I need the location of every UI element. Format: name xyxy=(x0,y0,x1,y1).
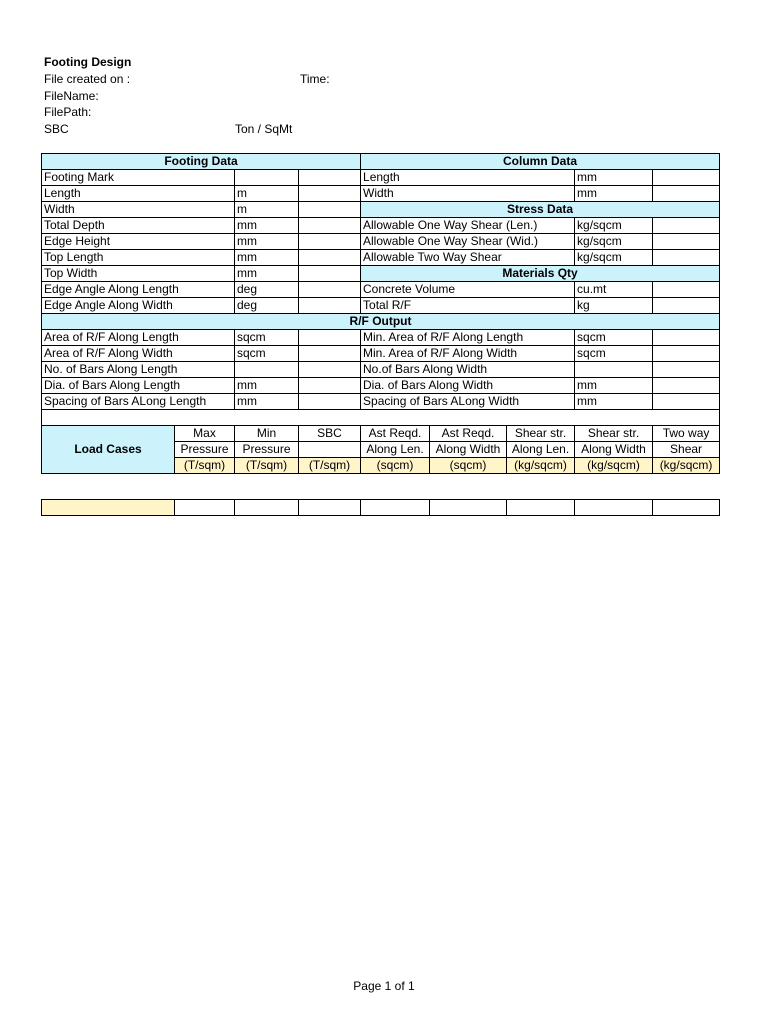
rf-left-label: No. of Bars Along Length xyxy=(42,362,235,378)
column-label: Width xyxy=(361,186,575,202)
rf-right-unit: mm xyxy=(575,394,653,410)
footing-unit: deg xyxy=(235,282,299,298)
filepath-label: FilePath: xyxy=(44,105,92,119)
load-case-value-cell[interactable] xyxy=(299,500,361,516)
table-row xyxy=(42,266,720,282)
sbc-unit: Ton / SqMt xyxy=(235,122,293,136)
column-value-cell[interactable] xyxy=(653,170,720,186)
materials-label: Total R/F xyxy=(361,298,575,314)
load-col-header: Ast Reqd. xyxy=(361,426,430,442)
load-case-row xyxy=(42,500,720,516)
table-row xyxy=(42,298,720,314)
footing-value-cell[interactable] xyxy=(299,234,361,250)
rf-right-label: Min. Area of R/F Along Length xyxy=(361,330,575,346)
blank-row xyxy=(42,410,720,426)
sbc-label: SBC xyxy=(44,122,69,136)
footing-value-cell[interactable] xyxy=(299,250,361,266)
load-col-header: Pressure xyxy=(235,442,299,458)
rf-right-value-cell[interactable] xyxy=(653,394,720,410)
load-case-value-cell[interactable] xyxy=(235,500,299,516)
footing-unit: m xyxy=(235,186,299,202)
column-value-cell[interactable] xyxy=(653,186,720,202)
load-col-unit: (T/sqm) xyxy=(175,458,235,474)
column-unit: mm xyxy=(575,186,653,202)
time-label: Time: xyxy=(300,72,330,86)
rf-left-label: Dia. of Bars Along Length xyxy=(42,378,235,394)
footing-value-cell[interactable] xyxy=(299,202,361,218)
footing-unit: mm xyxy=(235,266,299,282)
footing-label: Edge Height xyxy=(42,234,235,250)
page-number: Page 1 of 1 xyxy=(353,979,415,993)
stress-value-cell[interactable] xyxy=(653,218,720,234)
load-col-header: Shear str. xyxy=(575,426,653,442)
rf-left-unit: sqcm xyxy=(235,346,299,362)
rf-left-label: Area of R/F Along Length xyxy=(42,330,235,346)
load-case-name-cell[interactable] xyxy=(42,500,175,516)
footing-value-cell[interactable] xyxy=(299,282,361,298)
table-row xyxy=(42,346,720,362)
load-cases-row-1 xyxy=(42,426,720,442)
page-title: Footing Design xyxy=(44,55,132,69)
load-case-value-cell[interactable] xyxy=(653,500,720,516)
footing-value-cell[interactable] xyxy=(299,266,361,282)
table-row xyxy=(42,186,720,202)
load-col-header: Two way xyxy=(653,426,720,442)
rf-output-header: R/F Output xyxy=(42,314,720,330)
footing-label: Total Depth xyxy=(42,218,235,234)
rf-right-value-cell[interactable] xyxy=(653,346,720,362)
filename-label: FileName: xyxy=(44,89,99,103)
load-col-header xyxy=(299,442,361,458)
load-col-header: Along Len. xyxy=(361,442,430,458)
load-col-header: Along Len. xyxy=(507,442,575,458)
load-case-value-cell[interactable] xyxy=(575,500,653,516)
footing-unit: m xyxy=(235,202,299,218)
rf-right-value-cell[interactable] xyxy=(653,330,720,346)
materials-value-cell[interactable] xyxy=(653,298,720,314)
load-case-data-table xyxy=(41,499,720,516)
footing-unit: mm xyxy=(235,250,299,266)
table-row xyxy=(42,250,720,266)
column-data-header: Column Data xyxy=(361,154,720,170)
load-cases-label: Load Cases xyxy=(42,426,175,474)
footing-unit: mm xyxy=(235,234,299,250)
rf-left-unit: sqcm xyxy=(235,330,299,346)
load-case-value-cell[interactable] xyxy=(361,500,430,516)
table-row xyxy=(42,234,720,250)
load-case-value-cell[interactable] xyxy=(430,500,507,516)
file-created-label: File created on : xyxy=(44,72,131,86)
rf-left-label: Area of R/F Along Width xyxy=(42,346,235,362)
footing-data-header: Footing Data xyxy=(42,154,361,170)
footing-unit: mm xyxy=(235,218,299,234)
rf-right-value-cell[interactable] xyxy=(653,362,720,378)
section-header-row xyxy=(42,154,720,170)
rf-right-unit xyxy=(575,362,653,378)
load-col-unit: (sqcm) xyxy=(430,458,507,474)
footing-label: Edge Angle Along Width xyxy=(42,298,235,314)
load-col-header: Min xyxy=(235,426,299,442)
load-col-unit: (kg/sqcm) xyxy=(507,458,575,474)
rf-left-value-cell[interactable] xyxy=(299,378,361,394)
load-col-unit: (kg/sqcm) xyxy=(653,458,720,474)
rf-right-value-cell[interactable] xyxy=(653,378,720,394)
stress-data-header: Stress Data xyxy=(361,202,720,218)
load-col-header: Max xyxy=(175,426,235,442)
stress-label: Allowable Two Way Shear xyxy=(361,250,575,266)
materials-unit: cu.mt xyxy=(575,282,653,298)
table-row xyxy=(42,330,720,346)
load-col-unit: (T/sqm) xyxy=(235,458,299,474)
materials-qty-header: Materials Qty xyxy=(361,266,720,282)
load-col-unit: (sqcm) xyxy=(361,458,430,474)
load-col-header: Shear xyxy=(653,442,720,458)
rf-right-unit: mm xyxy=(575,378,653,394)
footing-design-table xyxy=(41,153,720,474)
load-col-unit: (T/sqm) xyxy=(299,458,361,474)
rf-left-unit xyxy=(235,362,299,378)
load-col-unit: (kg/sqcm) xyxy=(575,458,653,474)
footing-label: Edge Angle Along Length xyxy=(42,282,235,298)
footing-label: Top Length xyxy=(42,250,235,266)
stress-label: Allowable One Way Shear (Wid.) xyxy=(361,234,575,250)
rf-left-label: Spacing of Bars ALong Length xyxy=(42,394,235,410)
column-unit: mm xyxy=(575,170,653,186)
materials-value-cell[interactable] xyxy=(653,282,720,298)
footing-unit xyxy=(235,170,299,186)
rf-left-value-cell[interactable] xyxy=(299,394,361,410)
load-col-header: SBC xyxy=(299,426,361,442)
load-col-header: Shear str. xyxy=(507,426,575,442)
rf-left-unit: mm xyxy=(235,378,299,394)
stress-value-cell[interactable] xyxy=(653,250,720,266)
column-label: Length xyxy=(361,170,575,186)
table-row xyxy=(42,202,720,218)
footing-label: Length xyxy=(42,186,235,202)
load-case-value-cell[interactable] xyxy=(175,500,235,516)
rf-right-label: Min. Area of R/F Along Width xyxy=(361,346,575,362)
rf-right-label: Spacing of Bars ALong Width xyxy=(361,394,575,410)
stress-label: Allowable One Way Shear (Len.) xyxy=(361,218,575,234)
stress-unit: kg/sqcm xyxy=(575,218,653,234)
blank-cell xyxy=(42,410,720,426)
table-row xyxy=(42,362,720,378)
footing-value-cell[interactable] xyxy=(299,186,361,202)
load-col-header: Ast Reqd. xyxy=(430,426,507,442)
footing-value-cell[interactable] xyxy=(299,298,361,314)
section-header-row xyxy=(42,314,720,330)
rf-right-unit: sqcm xyxy=(575,330,653,346)
rf-right-label: No.of Bars Along Width xyxy=(361,362,575,378)
load-col-header: Along Width xyxy=(575,442,653,458)
footing-value-cell[interactable] xyxy=(299,170,361,186)
rf-right-unit: sqcm xyxy=(575,346,653,362)
load-case-value-cell[interactable] xyxy=(507,500,575,516)
materials-label: Concrete Volume xyxy=(361,282,575,298)
footing-label: Top Width xyxy=(42,266,235,282)
rf-right-label: Dia. of Bars Along Width xyxy=(361,378,575,394)
table-row xyxy=(42,170,720,186)
table-row xyxy=(42,282,720,298)
stress-unit: kg/sqcm xyxy=(575,250,653,266)
table-row xyxy=(42,218,720,234)
table-row xyxy=(42,378,720,394)
rf-left-value-cell[interactable] xyxy=(299,346,361,362)
load-col-header: Pressure xyxy=(175,442,235,458)
rf-left-value-cell[interactable] xyxy=(299,362,361,378)
materials-unit: kg xyxy=(575,298,653,314)
rf-left-value-cell[interactable] xyxy=(299,330,361,346)
rf-left-unit: mm xyxy=(235,394,299,410)
footing-value-cell[interactable] xyxy=(299,218,361,234)
load-col-header: Along Width xyxy=(430,442,507,458)
footing-label: Width xyxy=(42,202,235,218)
stress-unit: kg/sqcm xyxy=(575,234,653,250)
footing-label: Footing Mark xyxy=(42,170,235,186)
stress-value-cell[interactable] xyxy=(653,234,720,250)
footing-unit: deg xyxy=(235,298,299,314)
table-row xyxy=(42,394,720,410)
